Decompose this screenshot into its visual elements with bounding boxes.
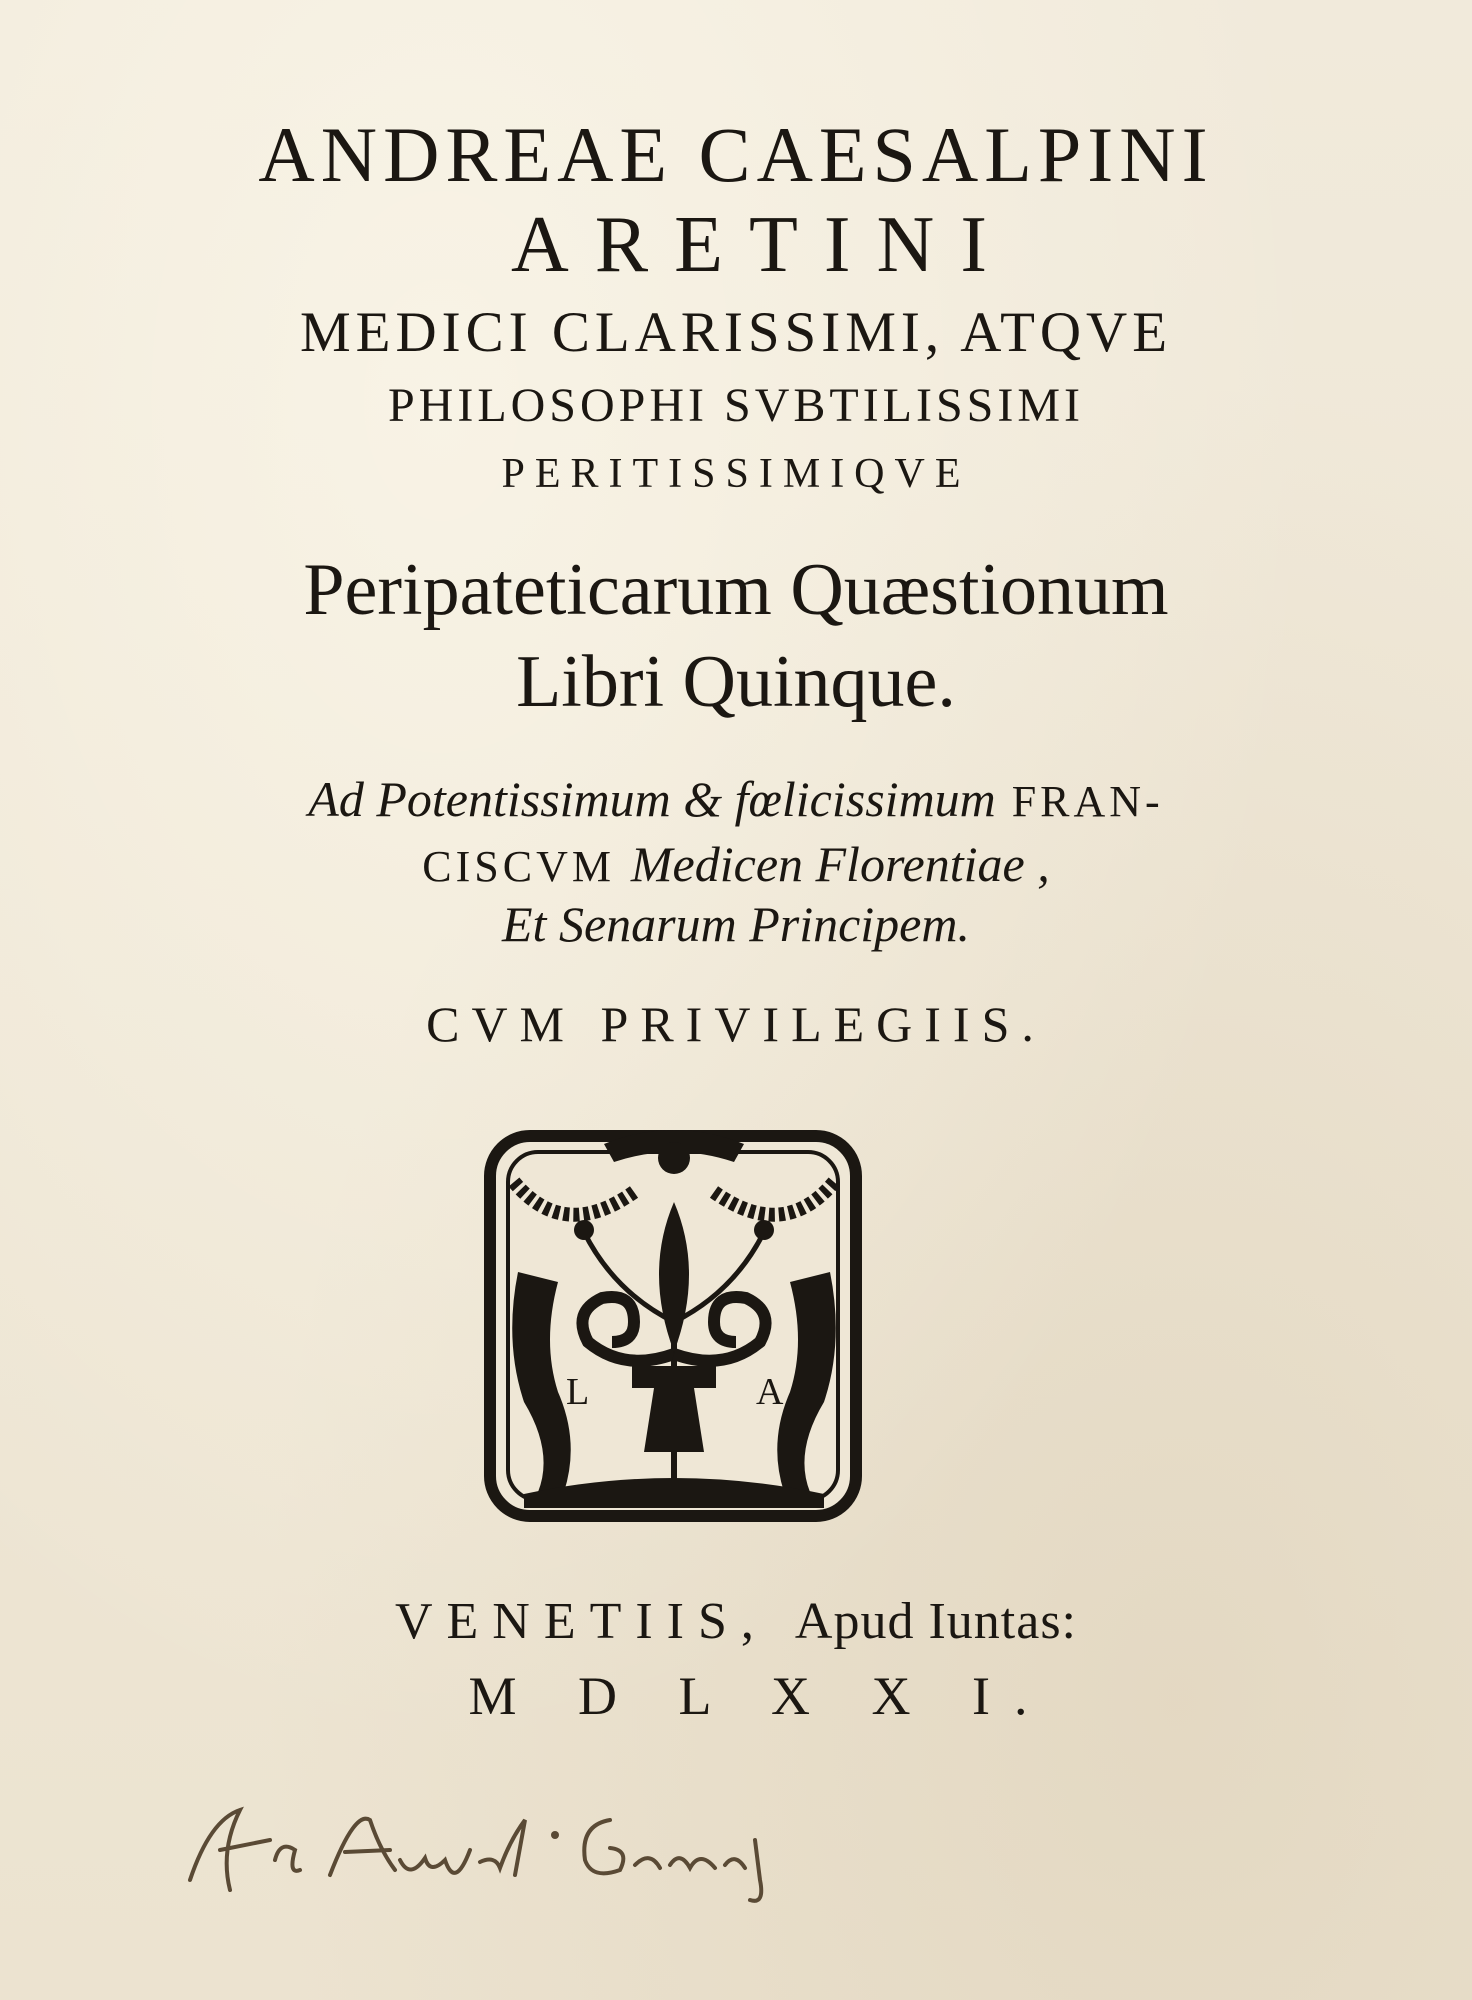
dedication-caps-2: CISCVM <box>422 842 615 891</box>
work-title-line-2: Libri Quinque. <box>516 641 956 723</box>
epithet-line-2: PHILOSOPHI SVBTILISSIMI <box>387 379 1085 432</box>
epithet-line-3: PERITISSIMIQVE <box>501 451 971 497</box>
imprint-year: M D L X X I. <box>468 1666 1052 1726</box>
dedication-italic-2: Medicen Florentiae , <box>630 836 1050 892</box>
dedication-line-1 <box>0 770 1472 828</box>
dedication-line-3: Et Senarum Principem. <box>502 896 970 952</box>
imprint-line <box>0 1592 1472 1651</box>
work-title-line-1: Peripateticarum Quæstionum <box>303 549 1169 631</box>
author-name-line: ANDREAE CAESALPINI <box>258 111 1214 198</box>
author-origin-line: ARETINI <box>511 201 1013 289</box>
device-initial-right: A <box>756 1371 784 1413</box>
dedication-line-2 <box>0 835 1472 893</box>
privilege-line: CVM PRIVILEGIIS. <box>426 996 1046 1052</box>
dedication-italic-1: Ad Potentissimum & fœlicissimum <box>308 771 996 827</box>
epithet-line-1: MEDICI CLARISSIMI, ATQVE <box>299 301 1173 364</box>
provenance-signature <box>180 1780 880 1910</box>
device-initial-left: L <box>566 1371 590 1413</box>
dedication-caps-1: FRAN- <box>1011 777 1164 826</box>
imprint-place: VENETIIS, <box>394 1593 768 1650</box>
imprint-printer: Apud Iuntas: <box>794 1593 1078 1650</box>
fleur-de-lis-printer-device-icon <box>484 1122 864 1528</box>
